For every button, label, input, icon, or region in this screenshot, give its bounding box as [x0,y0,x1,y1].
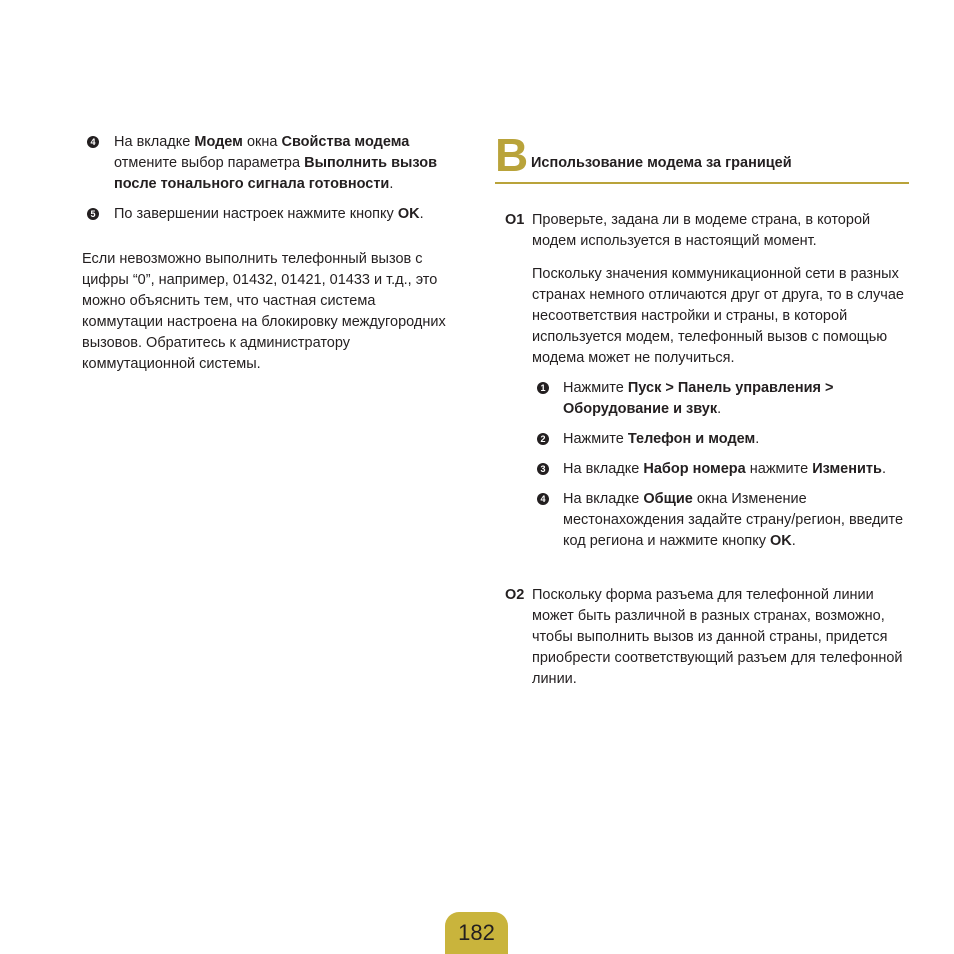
step-text: На вкладке Общие окна Изменение местонахождения задайте страну/регион, введите код региона и нажмите кнопку OK. [563,491,904,549]
step-text: Нажмите Телефон и модем. [563,431,760,447]
step-1 [532,378,909,420]
question-label: O1 [505,212,525,228]
step-list [532,378,909,552]
step-number-badge: 5 [87,208,99,220]
step-4 [532,489,909,552]
answer-paragraph: Проверьте, задана ли в модеме страна, в которой модем используется в настоящий момент. [532,212,871,249]
left-column [82,132,462,375]
section-header [495,129,909,184]
step-number-badge: 2 [537,433,549,445]
step-text: По завершении настроек нажмите кнопку OK. [114,206,424,222]
answer-paragraph: Поскольку форма разъема для телефонной линии может быть различной в разных странах, возможно, чтобы выполнить вызов из данной страны, придется приобрести соответствующий разъем для телефонной линии. [532,587,903,687]
step-3 [532,459,909,480]
step-4 [82,132,462,195]
page-number: 182 [445,912,508,954]
section-letter: B [495,129,529,181]
section-title: Использование модема за границей [531,155,792,171]
step-text: Нажмите Пуск > Панель управления > Оборудование и звук. [563,380,834,417]
step-number-badge: 4 [537,493,549,505]
step-number-badge: 1 [537,382,549,394]
step-5 [82,204,462,225]
step-number-badge: 3 [537,463,549,475]
step-number-badge: 4 [87,136,99,148]
step-2 [532,429,909,450]
step-text: На вкладке Набор номера нажмите Изменить. [563,461,886,477]
question-label: O2 [505,587,525,603]
step-text: На вкладке Модем окна Свойства модема отмените выбор параметра Выполнить вызов после тонального сигнала готовности. [114,134,438,192]
question-2 [495,585,909,690]
info-paragraph: Если невозможно выполнить телефонный вызов с цифры “0”, например, 01432, 01421, 01433 и т.д., это можно объяснить тем, что частная система коммутации настроена на блокировку междугородних вызовов. Обратитесь к администратору коммутационной системы. [82,251,446,372]
right-column [495,129,909,690]
question-1 [495,210,909,552]
answer-paragraph: Поскольку значения коммуникационной сети в разных странах немного отличаются друг от друга, то в случае несоответствия настройки и страны, в которой используется модем, телефонный вызов с помощью модема может не получиться. [532,266,904,366]
